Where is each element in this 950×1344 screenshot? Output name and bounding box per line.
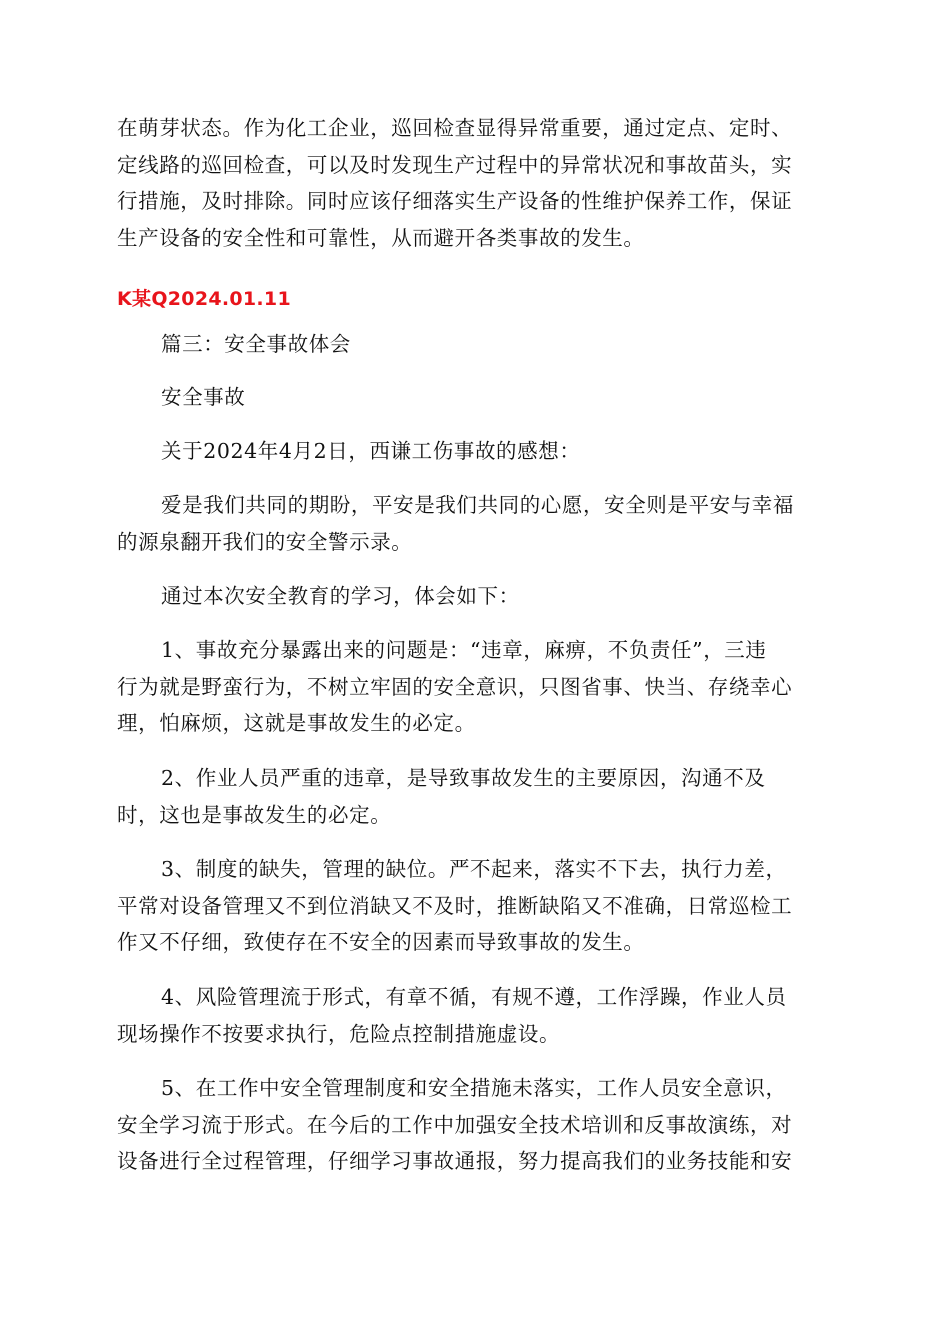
text-line: 5、在工作中安全管理制度和安全措施未落实，工作人员安全意识， — [161, 1076, 787, 1100]
event-line-text: 关于2024年4月2日，西谦工伤事故的感想： — [161, 439, 581, 463]
text-line: 定线路的巡回检查，可以及时发现生产过程中的异常状况和事故苗头，实 — [117, 152, 793, 177]
section-heading-text: 篇三：安全事故体会 — [161, 332, 351, 356]
text-line: 理，怕麻烦，这就是事故发生的必定。 — [117, 711, 476, 735]
event-line — [117, 433, 833, 470]
list-item-1 — [117, 632, 833, 742]
intro-paragraph — [117, 110, 833, 256]
text-line: 设备进行全过程管理，仔细学习事故通报，努力提高我们的业务技能和安 — [117, 1149, 793, 1173]
text-line: 行为就是野蛮行为，不树立牢固的安全意识，只图省事、快当、存绕幸心 — [117, 674, 793, 699]
list-item-5 — [117, 1070, 833, 1180]
list-item-2 — [117, 760, 833, 833]
text-line: 1、事故充分暴露出来的问题是：“违章，麻痹，不负责任”，三违 — [161, 638, 767, 662]
learning-line-text: 通过本次安全教育的学习，体会如下： — [161, 584, 520, 608]
text-line: 作又不仔细，致使存在不安全的因素而导致事故的发生。 — [117, 930, 645, 954]
text-line: 平常对设备管理又不到位消缺又不及时，推断缺陷又不准确，日常巡检工 — [117, 893, 793, 918]
subheading — [117, 379, 833, 416]
learning-line — [117, 578, 833, 615]
text-line: 时，这也是事故发生的必定。 — [117, 802, 392, 827]
text-line: 的源泉翻开我们的安全警示录。 — [117, 529, 413, 554]
text-line: 生产设备的安全性和可靠性，从而避开各类事故的发生。 — [117, 225, 645, 250]
hope-paragraph — [117, 487, 833, 560]
text-line: 3、制度的缺失，管理的缺位。严不起来，落实不下去，执行力差， — [161, 857, 787, 881]
text-line: 行措施，及时排除。同时应该仔细落实生产设备的性维护保养工作，保证 — [117, 189, 793, 213]
red-date-stamp: K某Q2024.01.11 — [117, 288, 291, 310]
text-line: 现场操作不按要求执行，危险点控制措施虚设。 — [117, 1021, 561, 1046]
list-item-3 — [117, 851, 833, 961]
list-item-4 — [117, 979, 833, 1052]
section-heading — [117, 326, 833, 363]
text-line: 2、作业人员严重的违章，是导致事故发生的主要原因，沟通不及 — [161, 766, 766, 790]
text-line: 在萌芽状态。作为化工企业，巡回检查显得异常重要，通过定点、定时、 — [117, 116, 793, 140]
text-line: 4、风险管理流于形式，有章不循，有规不遵，工作浮躁，作业人员 — [161, 985, 787, 1009]
subheading-text: 安全事故 — [161, 385, 246, 409]
text-line: 安全学习流于形式。在今后的工作中加强安全技术培训和反事故演练，对 — [117, 1112, 793, 1137]
text-line: 爱是我们共同的期盼，平安是我们共同的心愿，安全则是平安与幸福 — [161, 493, 794, 517]
